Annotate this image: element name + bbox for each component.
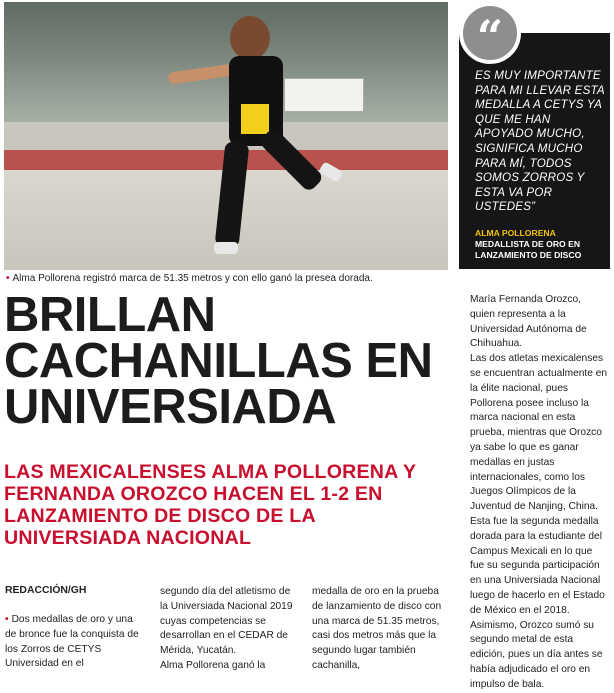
byline: REDACCIÓN/GH <box>5 585 87 596</box>
pull-quote-role: MEDALLISTA DE ORO EN LANZAMIENTO DE DISCO <box>475 239 582 260</box>
article-photo <box>4 2 448 270</box>
pull-quote-author: ALMA POLLORENA <box>475 228 556 238</box>
body-column-1 <box>5 613 145 672</box>
caption-text: Alma Pollorena registró marca de 51.35 metros y con ello ganó la presea dorada. <box>12 273 373 284</box>
subheadline: LAS MEXICALENSES ALMA POLLORENA Y FERNANDA OROZCO HACEN EL 1-2 EN LANZAMIENTO DE DISCO DE LA UNIVERSIADA NACIONAL <box>4 461 416 549</box>
body-column-2 <box>160 585 298 674</box>
body-paragraph: Las dos atletas mexicalenses se encuentran actualmente en la élite nacional, pues Pollorena posee incluso la marca nacional en esta prueba, mientras que Orozco ya sabe lo que es ganar medallas en justas internacionales, como los Juegos Olímpicos de la Juventud de Nanjing, China. <box>470 353 608 513</box>
body-paragraph: medalla de oro en la prueba de lanzamiento de disco con una marca de 51.35 metros, casi dos metros más que la segundo lugar también cachanilla, <box>312 586 442 671</box>
jersey-logo <box>241 104 269 134</box>
pull-quote-box <box>459 33 610 269</box>
caption-bullet: • <box>6 273 10 284</box>
headline: BRILLAN CACHANILLAS EN UNIVERSIADA <box>4 288 433 434</box>
body-paragraph: María Fernanda Orozco, quien representa a la Universidad Autónoma de Chihuahua. <box>470 294 587 350</box>
athlete-shoe-left <box>214 242 238 254</box>
quote-icon: “ <box>459 2 521 64</box>
body-paragraph: Asimismo, Orozco sumó su segundo metal de esta edición, pues un día antes se había adjudicado el oro en impulso de bala. <box>470 619 603 690</box>
body-paragraph: Alma Pollorena ganó la <box>160 659 266 671</box>
photo-banner <box>284 78 364 112</box>
lead-bullet: • <box>5 614 9 625</box>
athlete-head <box>230 16 270 60</box>
body-paragraph: Esta fue la segunda medalla dorada para la estudiante del Campus Mexicali en lo que fue su segunda participación en una Universiada Nacional luego de hacerlo en el Estado de México en el 2018. <box>470 515 605 616</box>
body-column-4 <box>470 293 608 693</box>
body-paragraph: Dos medallas de oro y una de bronce fue la conquista de los Zorros de CETYS Universidad en el <box>5 614 139 670</box>
body-column-3 <box>312 585 448 674</box>
photo-crowd <box>4 2 448 122</box>
body-paragraph: segundo día del atletismo de la Universiada Nacional 2019 cuyas competencias se desarrollan en el CEDAR de Mérida, Yucatán. <box>160 586 293 657</box>
photo-caption <box>6 273 373 284</box>
pull-quote-text: ES MUY IMPORTANTE PARA MI LLEVAR ESTA MEDALLA A CETYS YA QUE ME HAN APOYADO MUCHO, SIGNIFICA MUCHO PARA MÍ, TODOS SOMOS ZORROS Y ESTA VA POR USTEDES” <box>475 69 605 214</box>
